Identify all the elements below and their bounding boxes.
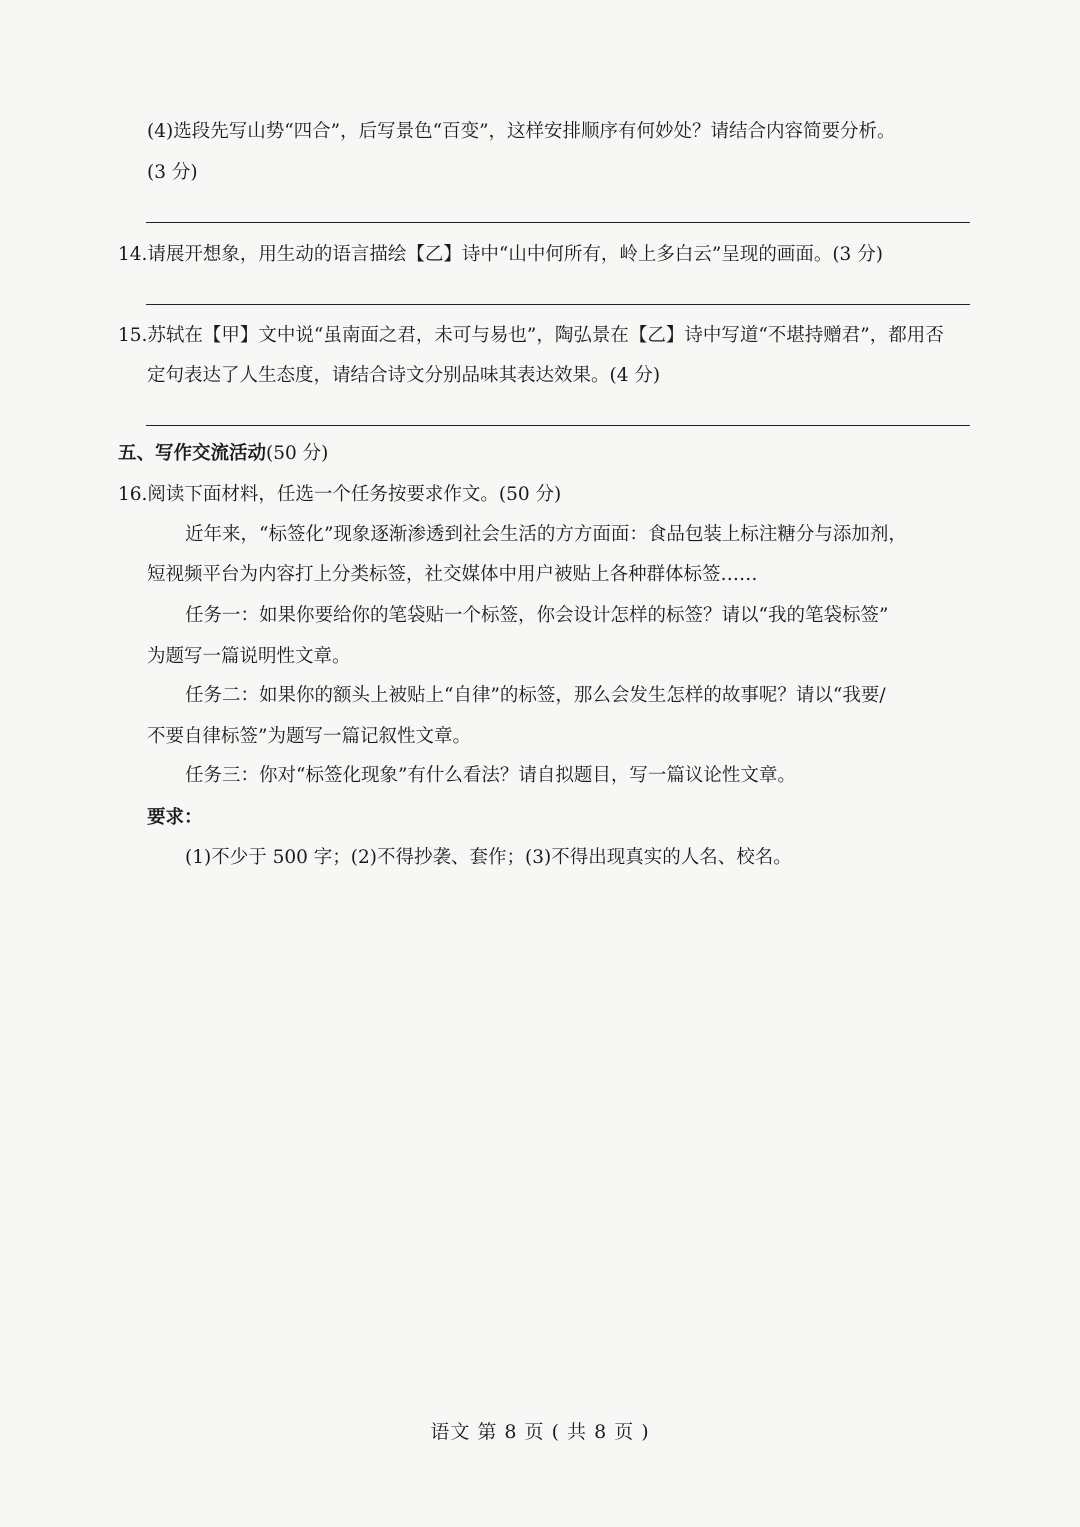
section-5-points: (50 分)	[266, 443, 329, 464]
answer-line-15	[146, 425, 970, 426]
requirements-text: (1)不少于 500 字；(2)不得抄袭、套作；(3)不得出现真实的人名、校名。	[185, 847, 792, 868]
section-5-title: 五、写作交流活动	[118, 443, 267, 464]
task-3-line1: 任务三：你对“标签化现象”有什么看法？请自拟题目，写一篇议论性文章。	[185, 765, 796, 786]
page-footer: 语文 第 8 页 ( 共 8 页 )	[430, 1421, 650, 1443]
task-1-line2: 为题写一篇说明性文章。	[147, 646, 351, 667]
requirements-label: 要求：	[147, 807, 203, 828]
question-15-line2: 定句表达了人生态度，请结合诗文分别品味其表达效果。(4 分)	[147, 365, 661, 386]
task-2-line1: 任务二：如果你的额头上被贴上“自律”的标签，那么会发生怎样的故事呢？请以“我要/	[185, 685, 886, 706]
section-5-heading	[118, 441, 980, 467]
task-2-line2: 不要自律标签”为题写一篇记叙性文章。	[147, 726, 471, 747]
answer-line-14	[146, 304, 970, 305]
question-13-4-line1: (4)选段先写山势“四合”，后写景色“百变”，这样安排顺序有何妙处？请结合内容简要分析。	[147, 121, 896, 142]
material-line1: 近年来，“标签化”现象逐渐渗透到社会生活的方方面面：食品包装上标注糖分与添加剂，	[185, 524, 907, 545]
question-15-line1: 15.苏轼在【甲】文中说“虽南面之君，未可与易也”，陶弘景在【乙】诗中写道“不堪持赠君”，都用否	[118, 325, 944, 346]
material-line2: 短视频平台为内容打上分类标签，社交媒体中用户被贴上各种群体标签……	[147, 564, 758, 585]
answer-line-13-4	[146, 222, 970, 223]
question-16-intro: 16.阅读下面材料，任选一个任务按要求作文。(50 分)	[118, 484, 562, 505]
question-13-4-line2: (3 分)	[147, 162, 198, 183]
question-14: 14.请展开想象，用生动的语言描绘【乙】诗中“山中何所有，岭上多白云”呈现的画面。(3 分)	[118, 244, 883, 265]
task-1-line1: 任务一：如果你要给你的笔袋贴一个标签，你会设计怎样的标签？请以“我的笔袋标签”	[185, 605, 889, 626]
